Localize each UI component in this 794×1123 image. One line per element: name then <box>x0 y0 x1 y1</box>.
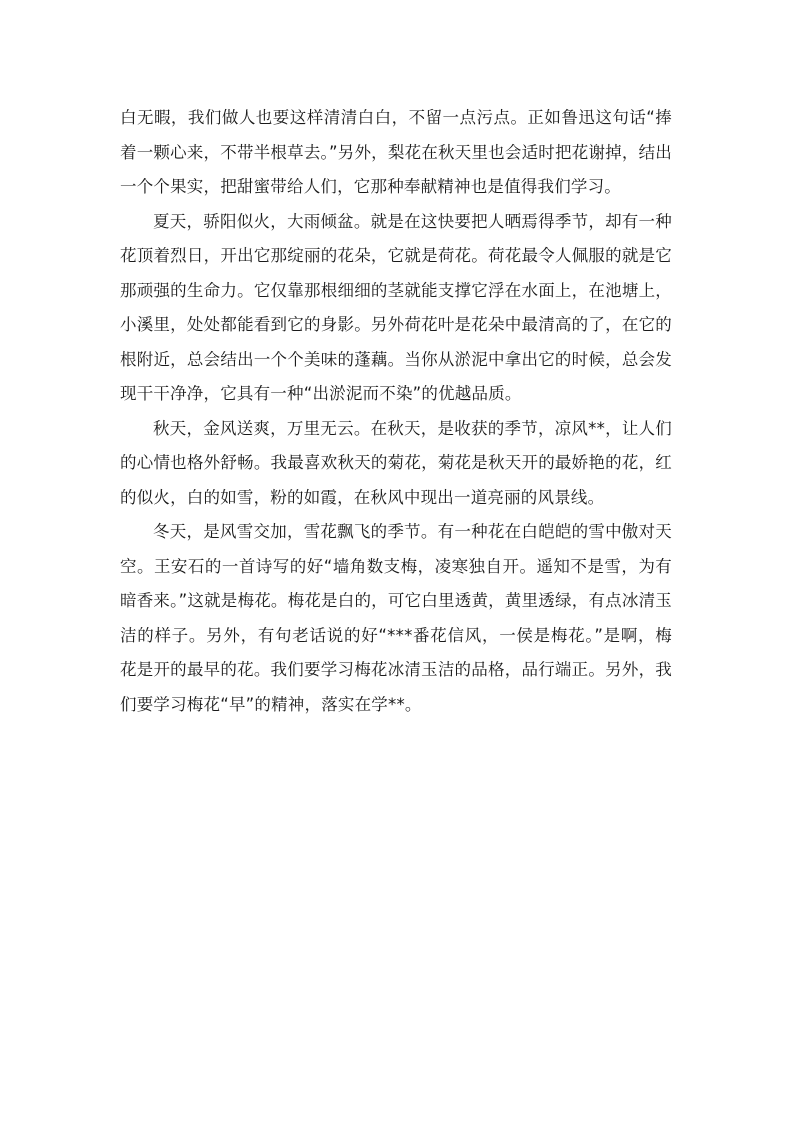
document-body <box>120 101 672 722</box>
paragraph-pear-blossom: 白无暇，我们做人也要这样清清白白，不留一点污点。正如鲁迅这句话“捧着一颗心来，不带半根草去。”另外，梨花在秋天里也会适时把花谢掉，结出一个个果实，把甜蜜带给人们，它那种奉献精神也是值得我们学习。 <box>120 108 672 196</box>
paragraph-autumn-chrysanthemum: 秋天，金风送爽，万里无云。在秋天，是收获的季节，凉风**，让人们的心情也格外舒畅。我最喜欢秋天的菊花，菊花是秋天开的最娇艳的花，红的似火，白的如雪，粉的如霞，在秋风中现出一道亮丽的风景线。 <box>120 418 672 507</box>
paragraph-summer-lotus: 夏天，骄阳似火，大雨倾盆。就是在这快要把人晒焉得季节，却有一种花顶着烈日，开出它那绽丽的花朵，它就是荷花。荷花最令人佩服的就是它那顽强的生命力。它仅靠那根细细的茎就能支撑它浮在水面上，在池塘上，小溪里，处处都能看到它的身影。另外荷花叶是花朵中最清高的了，在它的根附近，总会结出一个个美味的蓬藕。当你从淤泥中拿出它的时候，总会发现干干净净，它具有一种“出淤泥而不染”的优越品质。 <box>120 211 672 403</box>
paragraph-winter-plum: 冬天，是风雪交加，雪花飘飞的季节。有一种花在白皑皑的雪中傲对天空。王安石的一首诗写的好“墙角数支梅，凌寒独自开。遥知不是雪，为有暗香来。”这就是梅花。梅花是白的，可它白里透黄，黄里透绿，有点冰清玉洁的样子。另外，有句老话说的好“***番花信风，一侯是梅花。”是啊，梅花是开的最早的花。我们要学习梅花冰清玉洁的品格，品行端正。另外，我们要学习梅花“早”的精神，落实在学**。 <box>120 522 672 714</box>
